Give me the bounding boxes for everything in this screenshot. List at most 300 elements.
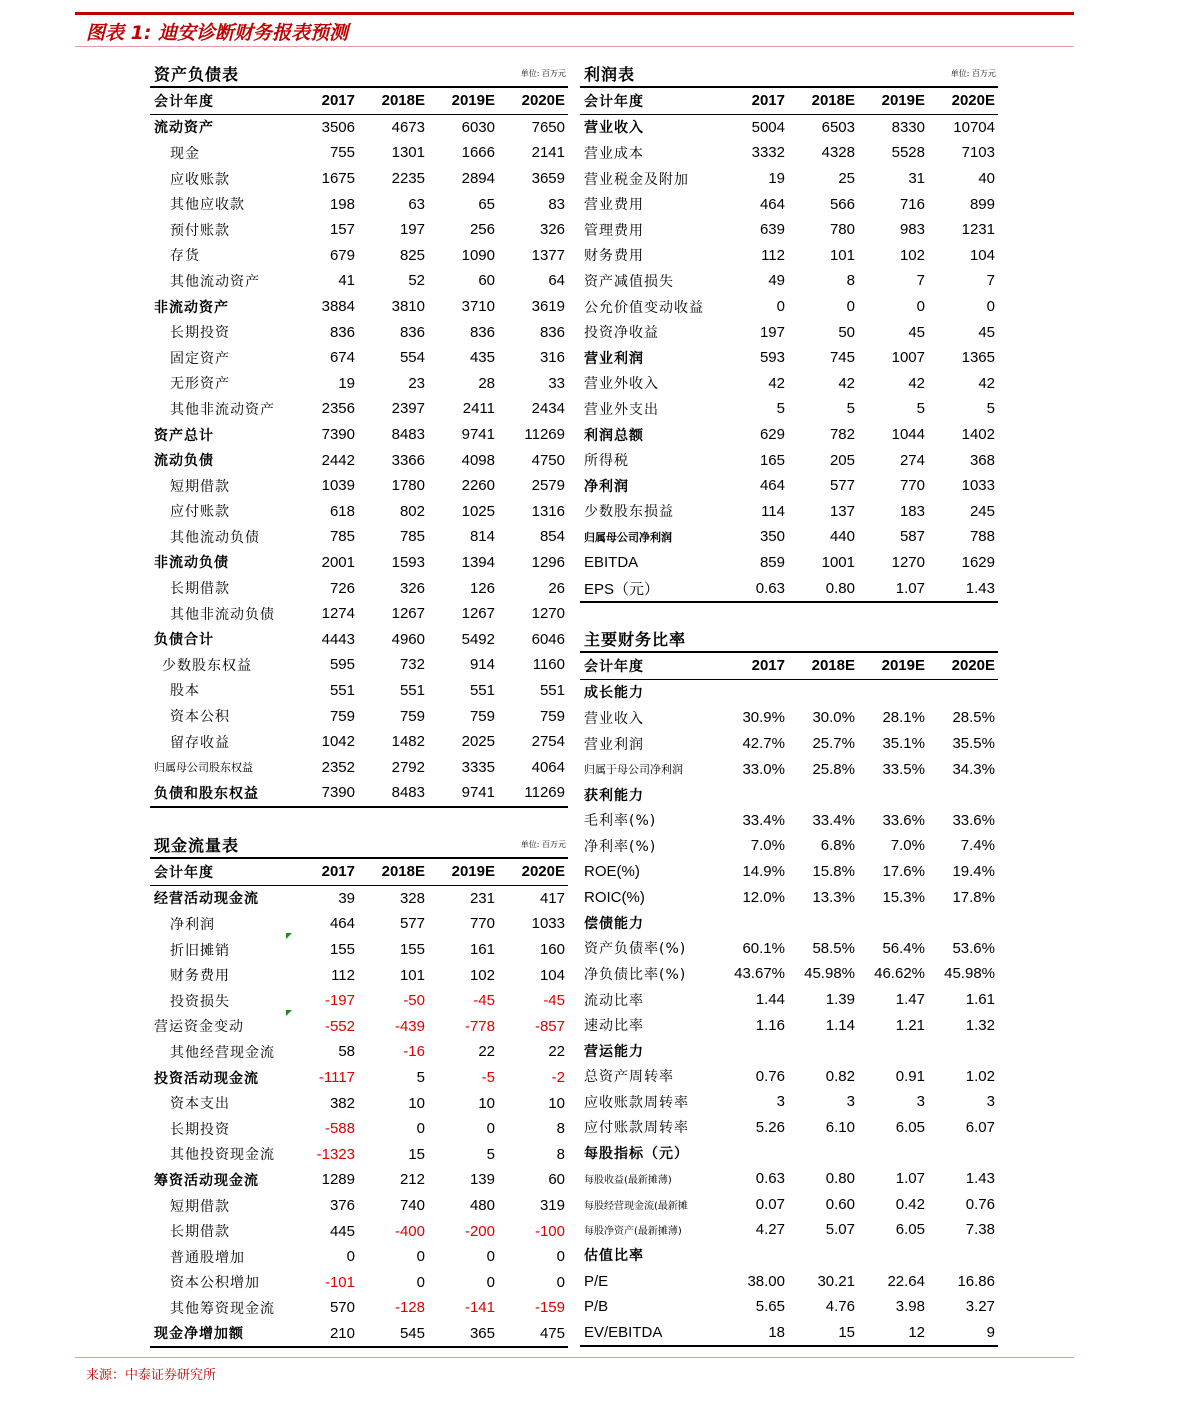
cell-value: 197 bbox=[399, 221, 425, 239]
row-label: 净利率(%) bbox=[584, 838, 657, 855]
row-label: 非流动资产 bbox=[154, 299, 229, 316]
title-rule bbox=[75, 46, 1074, 47]
cell-value: 5 bbox=[416, 1069, 425, 1087]
table-row bbox=[580, 808, 998, 834]
cell-value: 11269 bbox=[524, 784, 565, 802]
cell-value: 274 bbox=[899, 451, 925, 469]
cell-value: 2025 bbox=[461, 733, 495, 751]
cell-value: 198 bbox=[329, 195, 355, 213]
cell-value: 836 bbox=[539, 323, 565, 341]
table-row bbox=[580, 859, 998, 885]
cell-value: 1.16 bbox=[755, 1016, 785, 1034]
cell-value: 7.0% bbox=[750, 837, 785, 855]
cell-value: 231 bbox=[469, 889, 495, 907]
cell-value: 6046 bbox=[531, 630, 565, 648]
cell-value: 4443 bbox=[321, 630, 355, 648]
table-row bbox=[150, 217, 568, 243]
cell-value: 1033 bbox=[961, 477, 995, 495]
row-label: 成长能力 bbox=[584, 685, 644, 702]
cell-value: 1042 bbox=[321, 733, 355, 751]
cell-value: 577 bbox=[829, 477, 855, 495]
cell-value: 4.27 bbox=[755, 1221, 785, 1239]
table-row bbox=[150, 1142, 568, 1168]
cell-value: 551 bbox=[399, 681, 425, 699]
row-label: 利润总额 bbox=[584, 427, 644, 444]
cell-value: 19 bbox=[338, 374, 355, 392]
cell-value: 350 bbox=[759, 528, 785, 546]
row-label: 营业外支出 bbox=[584, 401, 659, 418]
cell-value: 0.76 bbox=[965, 1195, 995, 1213]
row-label: 获利能力 bbox=[584, 787, 644, 804]
column-header-year: 2019E bbox=[881, 92, 925, 110]
cell-value: 42 bbox=[838, 374, 855, 392]
cell-value: 2356 bbox=[321, 400, 355, 418]
table-row bbox=[580, 447, 998, 473]
cash-flow-unit: 单位: 百万元 bbox=[520, 840, 566, 849]
cell-value: 464 bbox=[759, 195, 785, 213]
row-label: 其他流动资产 bbox=[170, 273, 260, 290]
cell-value: 0.60 bbox=[825, 1195, 855, 1213]
cell-value: -857 bbox=[534, 1017, 565, 1035]
row-label: 营业收入 bbox=[584, 710, 644, 727]
cell-value: 39 bbox=[338, 889, 355, 907]
row-label: 流动比率 bbox=[584, 992, 644, 1009]
cell-value: 155 bbox=[329, 941, 355, 959]
cell-value bbox=[718, 679, 788, 705]
cell-value: 3659 bbox=[531, 170, 565, 188]
row-label: 留存收益 bbox=[170, 734, 230, 751]
cell-value: 25.7% bbox=[812, 735, 855, 753]
cell-value: 3 bbox=[776, 1093, 785, 1111]
cell-value: 102 bbox=[469, 966, 495, 984]
table-row bbox=[580, 1166, 998, 1192]
cell-value: 716 bbox=[899, 195, 925, 213]
table-row bbox=[580, 550, 998, 576]
table-row bbox=[150, 1295, 568, 1321]
table-row bbox=[150, 1014, 568, 1040]
cell-value: 183 bbox=[899, 502, 925, 520]
cell-value: 1.02 bbox=[965, 1067, 995, 1085]
cell-value: 2397 bbox=[391, 400, 425, 418]
cell-value: 785 bbox=[329, 528, 355, 546]
cell-value: 4.76 bbox=[825, 1298, 855, 1316]
row-label: 净利润 bbox=[170, 916, 215, 933]
row-label: 流动资产 bbox=[154, 120, 214, 137]
cell-value: 3332 bbox=[751, 144, 785, 162]
table-header-row bbox=[580, 652, 998, 679]
row-label: 归属于母公司净利润 bbox=[584, 763, 683, 777]
table-row bbox=[150, 1270, 568, 1296]
cell-value: 5 bbox=[846, 400, 855, 418]
cell-value: 2792 bbox=[391, 758, 425, 776]
cell-value: 4750 bbox=[531, 451, 565, 469]
cell-value: 435 bbox=[469, 349, 495, 367]
row-label: 负债合计 bbox=[154, 632, 214, 649]
cell-value: 52 bbox=[408, 272, 425, 290]
balance-sheet-unit: 单位: 百万元 bbox=[520, 69, 566, 78]
cell-value: 19 bbox=[768, 170, 785, 188]
cell-value: 64 bbox=[548, 272, 565, 290]
cell-value: 212 bbox=[399, 1171, 425, 1189]
cell-value bbox=[928, 782, 998, 808]
cell-value: -128 bbox=[394, 1299, 425, 1317]
cell-value: 7650 bbox=[531, 118, 565, 136]
cell-value: 1402 bbox=[961, 426, 995, 444]
table-row bbox=[580, 114, 998, 140]
cell-value: 0.63 bbox=[755, 1170, 785, 1188]
table-row bbox=[580, 705, 998, 731]
cell-value: 726 bbox=[329, 579, 355, 597]
cell-value: 7103 bbox=[961, 144, 995, 162]
cell-value: 679 bbox=[329, 246, 355, 264]
cell-value: 40 bbox=[978, 170, 995, 188]
cell-value: 34.3% bbox=[952, 760, 995, 778]
cell-value: 1267 bbox=[391, 605, 425, 623]
table-row bbox=[580, 1191, 998, 1217]
cell-value: 10704 bbox=[953, 118, 995, 136]
column-header-year: 2017 bbox=[321, 92, 355, 110]
cell-value: 0 bbox=[486, 1120, 495, 1138]
cell-value: 5.65 bbox=[755, 1298, 785, 1316]
table-row bbox=[150, 140, 568, 166]
cell-value: 160 bbox=[539, 941, 565, 959]
cell-value: 56.4% bbox=[882, 939, 925, 957]
balance-sheet-section bbox=[150, 62, 568, 808]
row-label: EV/EBITDA bbox=[584, 1323, 663, 1341]
cell-value: 256 bbox=[469, 221, 495, 239]
cell-value: 25 bbox=[838, 170, 855, 188]
row-label: 长期投资 bbox=[170, 325, 230, 342]
table-row bbox=[580, 294, 998, 320]
cell-value: -2 bbox=[551, 1069, 565, 1087]
table-row bbox=[150, 371, 568, 397]
row-label: 资本公积 bbox=[170, 709, 230, 726]
cell-value: 755 bbox=[329, 144, 355, 162]
cell-value: 38.00 bbox=[747, 1272, 785, 1290]
cell-value bbox=[788, 1243, 858, 1269]
row-label: 短期借款 bbox=[170, 478, 230, 495]
row-label: ROIC(%) bbox=[584, 888, 645, 906]
cell-value: 3366 bbox=[391, 451, 425, 469]
cell-value: 1289 bbox=[321, 1171, 355, 1189]
ratios-title: 主要财务比率 bbox=[584, 630, 687, 649]
cell-value: 4064 bbox=[531, 758, 565, 776]
cell-value: 101 bbox=[829, 246, 855, 264]
cell-value bbox=[718, 1243, 788, 1269]
column-header-year: 2020E bbox=[951, 657, 995, 675]
table-row bbox=[150, 988, 568, 1014]
row-label: 其他投资现金流 bbox=[170, 1147, 275, 1164]
cell-value: 5 bbox=[916, 400, 925, 418]
row-label: 每股经营现金流(最新摊 bbox=[584, 1200, 688, 1212]
table-row bbox=[580, 1115, 998, 1141]
cell-value: 577 bbox=[399, 915, 425, 933]
column-header-year: 2018E bbox=[811, 92, 855, 110]
cell-value: 595 bbox=[329, 656, 355, 674]
cell-value: 0 bbox=[776, 298, 785, 316]
cell-value: 770 bbox=[899, 477, 925, 495]
table-row bbox=[150, 652, 568, 678]
row-label: 净利润 bbox=[584, 478, 629, 495]
cell-value: 1365 bbox=[961, 349, 995, 367]
table-row bbox=[580, 499, 998, 525]
cell-value: 1296 bbox=[531, 553, 565, 571]
cell-value: 551 bbox=[539, 681, 565, 699]
row-label: 每股收益(最新摊薄) bbox=[584, 1175, 672, 1187]
cell-value: 328 bbox=[399, 889, 425, 907]
cell-value: 745 bbox=[829, 349, 855, 367]
table-row bbox=[580, 910, 998, 936]
cell-value: 6030 bbox=[461, 118, 495, 136]
comment-marker bbox=[286, 933, 292, 939]
cell-value bbox=[928, 679, 998, 705]
bottom-rule bbox=[75, 1357, 1074, 1358]
table-row bbox=[150, 575, 568, 601]
cell-value: 0.42 bbox=[895, 1195, 925, 1213]
row-label: 每股指标（元） bbox=[584, 1146, 689, 1163]
row-label: 其他应收款 bbox=[170, 197, 245, 214]
cell-value: 1675 bbox=[321, 170, 355, 188]
table-row bbox=[150, 243, 568, 269]
cell-value: 157 bbox=[329, 221, 355, 239]
cell-value: 770 bbox=[469, 915, 495, 933]
table-row bbox=[150, 499, 568, 525]
row-label: 营业利润 bbox=[584, 350, 644, 367]
cell-value: 0 bbox=[986, 298, 995, 316]
cell-value: 593 bbox=[759, 349, 785, 367]
table-row bbox=[580, 1089, 998, 1115]
cell-value: 3 bbox=[986, 1093, 995, 1111]
cell-value bbox=[928, 1038, 998, 1064]
cell-value bbox=[788, 679, 858, 705]
cell-value: 1316 bbox=[531, 502, 565, 520]
cell-value: 139 bbox=[469, 1171, 495, 1189]
cell-value: 983 bbox=[899, 221, 925, 239]
row-label: 所得税 bbox=[584, 453, 629, 470]
cell-value: 104 bbox=[969, 246, 995, 264]
cell-value: 475 bbox=[539, 1324, 565, 1342]
row-label: 少数股东损益 bbox=[584, 504, 674, 521]
cell-value: 554 bbox=[399, 349, 425, 367]
row-label: 营业利润 bbox=[584, 736, 644, 753]
row-label: 其他经营现金流 bbox=[170, 1044, 275, 1061]
table-row bbox=[580, 1140, 998, 1166]
row-label: 资产总计 bbox=[154, 427, 214, 444]
cell-value: 7390 bbox=[321, 784, 355, 802]
cell-value: 0.63 bbox=[755, 579, 785, 597]
cell-value: 1001 bbox=[821, 553, 855, 571]
cell-value: 2754 bbox=[531, 733, 565, 751]
top-rule bbox=[75, 12, 1074, 15]
cell-value: 33.0% bbox=[742, 760, 785, 778]
cell-value: 1780 bbox=[391, 477, 425, 495]
table-row bbox=[580, 575, 998, 602]
cell-value: 3 bbox=[846, 1093, 855, 1111]
cell-value: 740 bbox=[399, 1197, 425, 1215]
row-label: 无形资产 bbox=[170, 376, 230, 393]
cell-value: 28.1% bbox=[882, 709, 925, 727]
cell-value: 1482 bbox=[391, 733, 425, 751]
income-statement-unit: 单位: 百万元 bbox=[950, 69, 996, 78]
column-header-label: 会计年度 bbox=[154, 864, 214, 881]
ratios-header bbox=[580, 627, 998, 651]
cell-value: 1629 bbox=[961, 553, 995, 571]
cell-value bbox=[928, 1243, 998, 1269]
cell-value: 1033 bbox=[531, 915, 565, 933]
cell-value: 1270 bbox=[891, 553, 925, 571]
row-label: 营业成本 bbox=[584, 145, 644, 162]
table-row bbox=[580, 268, 998, 294]
cell-value: 155 bbox=[399, 941, 425, 959]
cell-value: -439 bbox=[394, 1017, 425, 1035]
cell-value: 205 bbox=[829, 451, 855, 469]
cell-value: 5492 bbox=[461, 630, 495, 648]
table-row bbox=[580, 1243, 998, 1269]
cell-value: 45 bbox=[908, 323, 925, 341]
cell-value: 35.1% bbox=[882, 735, 925, 753]
cell-value: 639 bbox=[759, 221, 785, 239]
cell-value: 1666 bbox=[461, 144, 495, 162]
cell-value: 0.80 bbox=[825, 1170, 855, 1188]
cell-value: 1231 bbox=[961, 221, 995, 239]
table-row bbox=[150, 191, 568, 217]
cell-value: 0.82 bbox=[825, 1067, 855, 1085]
cell-value: 11269 bbox=[524, 426, 565, 444]
cell-value: 759 bbox=[329, 707, 355, 725]
row-label: EPS（元） bbox=[584, 580, 660, 598]
cell-value: 3.98 bbox=[895, 1298, 925, 1316]
row-label: 股本 bbox=[170, 683, 200, 700]
income-statement-title: 利润表 bbox=[584, 65, 636, 84]
cell-value: 1270 bbox=[531, 605, 565, 623]
cell-value: 165 bbox=[759, 451, 785, 469]
cell-value: 10 bbox=[408, 1094, 425, 1112]
table-row bbox=[580, 140, 998, 166]
cell-value: 28 bbox=[478, 374, 495, 392]
cell-value: 0 bbox=[486, 1273, 495, 1291]
cell-value: 836 bbox=[329, 323, 355, 341]
table-row bbox=[150, 1116, 568, 1142]
cell-value: 42 bbox=[908, 374, 925, 392]
cell-value: 376 bbox=[329, 1197, 355, 1215]
cell-value: 0 bbox=[416, 1273, 425, 1291]
cell-value bbox=[718, 1038, 788, 1064]
cell-value: 2434 bbox=[531, 400, 565, 418]
cell-value: 1593 bbox=[391, 553, 425, 571]
cell-value: 60.1% bbox=[742, 939, 785, 957]
table-row bbox=[150, 345, 568, 371]
cell-value bbox=[718, 782, 788, 808]
cell-value: 7.0% bbox=[890, 837, 925, 855]
cell-value: 0 bbox=[556, 1248, 565, 1266]
cell-value bbox=[858, 1243, 928, 1269]
column-header-year: 2019E bbox=[451, 863, 495, 881]
cell-value: 3710 bbox=[461, 298, 495, 316]
cell-value: 5 bbox=[986, 400, 995, 418]
cell-value: 1025 bbox=[461, 502, 495, 520]
cell-value: 1.44 bbox=[755, 991, 785, 1009]
table-row bbox=[150, 473, 568, 499]
table-row bbox=[580, 243, 998, 269]
cell-value: 42.7% bbox=[742, 735, 785, 753]
table-row bbox=[580, 396, 998, 422]
cell-value bbox=[788, 1140, 858, 1166]
cell-value: 1267 bbox=[461, 605, 495, 623]
cell-value bbox=[858, 1038, 928, 1064]
cell-value: 445 bbox=[329, 1222, 355, 1240]
table-row bbox=[580, 191, 998, 217]
cell-value: 759 bbox=[399, 707, 425, 725]
cell-value: 3810 bbox=[391, 298, 425, 316]
cell-value: 12.0% bbox=[742, 888, 785, 906]
cell-value: 6.07 bbox=[965, 1118, 995, 1136]
row-label: 应收账款周转率 bbox=[584, 1094, 689, 1111]
cell-value: 1.14 bbox=[825, 1016, 855, 1034]
row-label: ROE(%) bbox=[584, 863, 640, 881]
row-label: 财务费用 bbox=[584, 248, 644, 265]
cell-value: 1301 bbox=[391, 144, 425, 162]
column-header-year: 2018E bbox=[811, 657, 855, 675]
cell-value: 0.91 bbox=[895, 1067, 925, 1085]
row-label: P/E bbox=[584, 1272, 609, 1290]
table-row bbox=[150, 1321, 568, 1348]
table-row bbox=[580, 422, 998, 448]
table-row bbox=[150, 1039, 568, 1065]
income-statement-section bbox=[580, 62, 998, 603]
row-label: 应付账款周转率 bbox=[584, 1120, 689, 1137]
source-note: 来源：中泰证券研究所 bbox=[86, 1368, 217, 1383]
cell-value: 629 bbox=[759, 426, 785, 444]
cell-value: 1.47 bbox=[895, 991, 925, 1009]
cell-value: 8483 bbox=[391, 784, 425, 802]
cell-value: 4328 bbox=[821, 144, 855, 162]
table-row bbox=[150, 729, 568, 755]
row-label: 归属母公司股东权益 bbox=[154, 761, 253, 775]
cell-value: 8 bbox=[556, 1145, 565, 1163]
row-label: 现金净增加额 bbox=[154, 1326, 244, 1343]
row-label: 公允价值变动收益 bbox=[584, 299, 704, 316]
cell-value: 102 bbox=[899, 246, 925, 264]
cell-value: 7.38 bbox=[965, 1221, 995, 1239]
cell-value: 3506 bbox=[321, 118, 355, 136]
cell-value: 15.3% bbox=[882, 888, 925, 906]
cell-value: 618 bbox=[329, 502, 355, 520]
row-label: 长期借款 bbox=[170, 581, 230, 598]
cell-value: 2894 bbox=[461, 170, 495, 188]
cell-value: 8 bbox=[556, 1120, 565, 1138]
column-header-year: 2017 bbox=[321, 863, 355, 881]
table-row bbox=[150, 703, 568, 729]
cell-value: 6.05 bbox=[895, 1118, 925, 1136]
table-row bbox=[580, 679, 998, 705]
cell-value: 101 bbox=[399, 966, 425, 984]
ratios-table bbox=[580, 651, 998, 1347]
cell-value: 0 bbox=[846, 298, 855, 316]
table-row bbox=[580, 319, 998, 345]
table-row bbox=[150, 780, 568, 807]
cell-value: 326 bbox=[539, 221, 565, 239]
cell-value: 33.5% bbox=[882, 760, 925, 778]
cell-value: 2352 bbox=[321, 758, 355, 776]
table-row bbox=[150, 911, 568, 937]
cell-value: 210 bbox=[329, 1324, 355, 1342]
table-row bbox=[150, 268, 568, 294]
cell-value: 12 bbox=[908, 1323, 925, 1341]
cell-value: 25.8% bbox=[812, 760, 855, 778]
table-row bbox=[150, 754, 568, 780]
cell-value: -1117 bbox=[318, 1069, 355, 1087]
cell-value: -45 bbox=[543, 992, 565, 1010]
